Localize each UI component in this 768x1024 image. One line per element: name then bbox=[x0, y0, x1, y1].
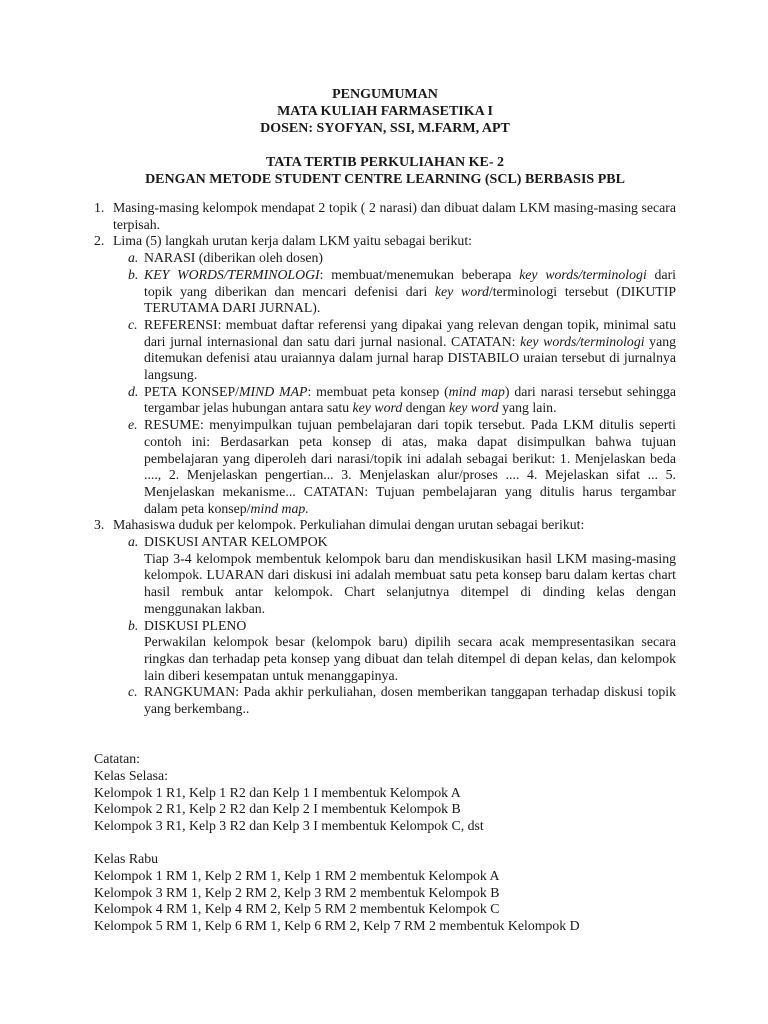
item-text: Lima (5) langkah urutan kerja dalam LKM yaitu sebagai berikut: bbox=[113, 233, 472, 249]
item-number: 1. bbox=[94, 200, 105, 215]
italic-term: key word bbox=[434, 283, 489, 299]
item-text: Masing-masing kelompok mendapat 2 topik ( 2 narasi) dan dibuat dalam LKM masing-masing secara terpisah. bbox=[113, 200, 676, 232]
sub-item-text: NARASI (diberikan oleh dosen) bbox=[144, 250, 323, 266]
italic-term: mind map bbox=[448, 383, 505, 399]
sub-item-letter: e. bbox=[128, 417, 138, 433]
list-item: Kelompok 3 RM 1, Kelp 2 RM 2, Kelp 3 RM 2 membentuk Kelompok B bbox=[94, 884, 500, 900]
sub-item-title: DISKUSI ANTAR KELOMPOK bbox=[144, 534, 328, 550]
italic-term: key word bbox=[352, 400, 403, 416]
sub-item-text: dari topik yang diberikan dan mencari defenisi dari bbox=[144, 266, 677, 299]
list-item: Kelompok 2 R1, Kelp 2 R2 dan Kelp 2 I membentuk Kelompok B bbox=[94, 801, 461, 817]
sub-item-text: Perwakilan kelompok besar (kelompok baru) dipilih secara acak mempresentasikan secara ringkas dan terhadap peta konsep yang dibuat dan telah ditempel di depan kelas, dan kelompok lain diberi kesempatan untuk menanggapinya. bbox=[144, 634, 676, 683]
sub-item-text: : membuat/menemukan beberapa bbox=[319, 266, 520, 282]
list-item: Kelompok 1 RM 1, Kelp 2 RM 1, Kelp 1 RM 2 membentuk Kelompok A bbox=[94, 868, 500, 884]
notes-heading: Catatan: bbox=[94, 751, 140, 767]
sub-item-resume bbox=[128, 417, 676, 517]
sub-item-letter: d. bbox=[128, 383, 139, 399]
sub-item-letter: a. bbox=[128, 534, 139, 550]
sub-item-letter: c. bbox=[128, 684, 138, 700]
course-title: MATA KULIAH FARMASETIKA I bbox=[277, 104, 493, 119]
sub-item-text: PETA KONSEP/ bbox=[144, 383, 239, 399]
rule-item-1 bbox=[94, 200, 676, 233]
sub-item-text: RANGKUMAN: Pada akhir perkuliahan, dosen memberikan tanggapan terhadap diskusi topik yang berkembang.. bbox=[144, 684, 676, 717]
sub-item-text: REFERENSI: membuat daftar referensi yang dipakai yang relevan dengan topik, minimal satu dari jurnal internasional dan satu dari jurnal nasional. CATATAN: bbox=[144, 316, 676, 349]
announcement-title: PENGUMUMAN bbox=[332, 87, 438, 102]
list-item: Kelompok 1 R1, Kelp 1 R2 dan Kelp 1 I membentuk Kelompok A bbox=[94, 784, 461, 800]
sub-item-letter: a. bbox=[128, 250, 139, 266]
rabu-heading: Kelas Rabu bbox=[94, 851, 158, 867]
selasa-heading: Kelas Selasa: bbox=[94, 767, 168, 783]
rules-list bbox=[94, 200, 676, 718]
sub-item-text: yang ditemukan defenisi atau uraiannya dalam jurnal harap DISTABILO uraian tersebut di jurnalnya langsung. bbox=[144, 333, 676, 383]
sub-item-diskusi-pleno bbox=[128, 618, 676, 685]
item-text: Mahasiswa duduk per kelompok. Perkuliahan dimulai dengan urutan sebagai berikut: bbox=[113, 517, 585, 533]
sub-item-text: /terminologi tersebut (DIKUTIP TERUTAMA DARI JURNAL). bbox=[144, 283, 677, 316]
italic-term: MIND MAP bbox=[238, 383, 308, 399]
document-header bbox=[94, 86, 676, 188]
sub-item-text: ) dari narasi tersebut sehingga tergambar jelas hubungan antara satu bbox=[144, 383, 676, 416]
sub-item-diskusi-antar bbox=[128, 534, 676, 618]
rules-title: TATA TERTIB PERKULIAHAN KE- 2 bbox=[265, 155, 505, 170]
lecturer-line: DOSEN: SYOFYAN, SSI, M.FARM, APT bbox=[260, 121, 510, 136]
italic-term: key word bbox=[448, 400, 499, 416]
sub-item-text: : membuat peta konsep ( bbox=[307, 383, 449, 399]
italic-term: key words/terminologi bbox=[519, 266, 647, 282]
rule-item-2 bbox=[94, 233, 676, 517]
sub-item-referensi bbox=[128, 317, 676, 384]
sub-item-peta-konsep bbox=[128, 384, 676, 417]
italic-term: mind map. bbox=[250, 500, 309, 516]
notes-section bbox=[94, 734, 676, 934]
sub-item-text: dengan bbox=[402, 400, 449, 416]
item-number: 2. bbox=[94, 233, 105, 249]
sub-item-keywords bbox=[128, 267, 676, 317]
sub-item-letter: b. bbox=[128, 617, 139, 633]
sub-item-text: RESUME: menyimpulkan tujuan pembelajaran dari topik tersebut. Pada LKM ditulis seperti contoh ini: Berdasarkan peta konsep di atas, maka dapat disimpulkan bahwa tujuan pembelajaran yang diperoleh dari narasi/topik ini adalah sebagai berikut: 1. Menjelaskan beda ...., 2. Menjelaskan pengertian... 3. Menjelaskan alur/proses .... 4. Mejelaskan sifat ... 5. Menjelaskan mekanisme... CATATAN: Tujuan pembelajaran yang ditulis harus tergambar dalam peta konsep/ bbox=[144, 417, 676, 516]
method-title: DENGAN METODE STUDENT CENTRE LEARNING (SCL) BERBASIS PBL bbox=[145, 172, 625, 187]
list-item: Kelompok 4 RM 1, Kelp 4 RM 2, Kelp 5 RM 2 membentuk Kelompok C bbox=[94, 901, 500, 917]
list-item: Kelompok 5 RM 1, Kelp 6 RM 1, Kelp 6 RM 2, Kelp 7 RM 2 membentuk Kelompok D bbox=[94, 918, 580, 934]
sub-item-letter: c. bbox=[128, 316, 138, 332]
sub-item-text: yang lain. bbox=[498, 400, 557, 416]
list-item: Kelompok 3 R1, Kelp 3 R2 dan Kelp 3 I membentuk Kelompok C, dst bbox=[94, 817, 484, 833]
sub-item-narasi bbox=[128, 250, 676, 267]
item-number: 3. bbox=[94, 517, 105, 533]
rule-item-3 bbox=[94, 517, 676, 717]
keywords-term: KEY WORDS/TERMINOLOGI bbox=[144, 266, 320, 282]
sub-item-letter: b. bbox=[128, 266, 139, 282]
sub-item-title: DISKUSI PLENO bbox=[144, 617, 247, 633]
sub-item-rangkuman bbox=[128, 684, 676, 717]
italic-term: key words/terminologi bbox=[520, 333, 645, 349]
sub-item-text: Tiap 3-4 kelompok membentuk kelompok baru dan mendiskusikan hasil LKM masing-masing kelompok. LUARAN dari diskusi ini adalah membuat satu peta konsep baru dalam kertas chart hasil rembuk antar kelompok. Chart selanjutnya ditempel di dinding kelas dengan menggunakan lakban. bbox=[144, 550, 676, 616]
